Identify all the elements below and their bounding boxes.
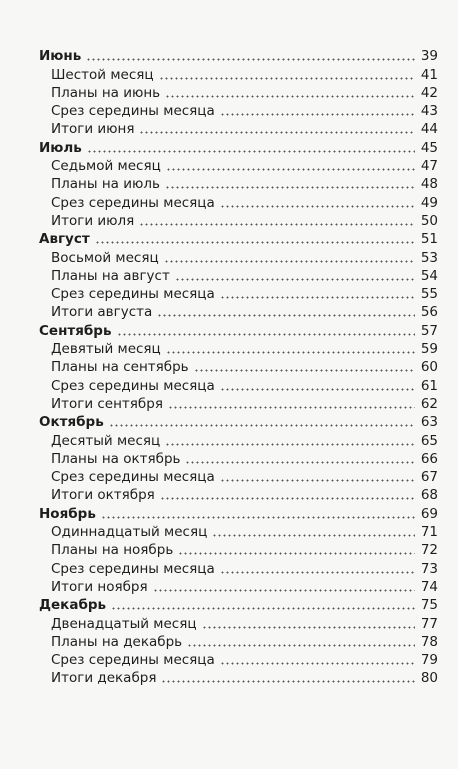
toc-subsection-row [39,376,438,394]
dot-leader [164,260,415,263]
dot-leader [87,150,415,153]
toc-subsection-row [39,614,438,632]
dot-leader [175,278,415,281]
dot-leader [159,77,415,80]
dot-leader [166,351,415,354]
toc-subsection-title: Планы на июнь [51,84,161,101]
toc-subsection-row [39,633,438,651]
page-number: 55 [420,286,438,303]
dot-leader [109,424,415,427]
dot-leader [161,680,415,683]
toc-subsection-title: Итоги ноября [51,578,148,595]
dot-leader [194,369,415,372]
page-number: 41 [420,66,438,83]
dot-leader [220,113,415,116]
dot-leader [95,241,415,244]
page-number: 45 [420,139,438,156]
dot-leader [168,406,415,409]
toc-subsection-row [39,651,438,669]
toc-subsection-title: Срез середины месяца [51,469,215,486]
page-number: 53 [420,249,438,266]
toc-subsection-title: Срез середины месяца [51,286,215,303]
toc-subsection-title: Планы на ноябрь [51,542,174,559]
page-number: 56 [420,304,438,321]
dot-leader [220,479,415,482]
dot-leader [185,461,415,464]
toc-section-row [39,230,438,248]
page-number: 78 [420,633,438,650]
page-number: 71 [420,524,438,541]
toc-subsection-row [39,468,438,486]
toc-subsection-title: Планы на декабрь [51,633,183,650]
page-number: 39 [420,48,438,65]
table-of-contents [39,47,438,687]
toc-subsection-title: Планы на июль [51,176,160,193]
page-number: 51 [420,231,438,248]
dot-leader [202,626,415,629]
page-number: 69 [420,505,438,522]
toc-subsection-row [39,358,438,376]
toc-subsection-row [39,303,438,321]
toc-section-title: Август [39,231,90,248]
toc-subsection-row [39,669,438,687]
toc-subsection-row [39,175,438,193]
page-number: 75 [420,597,438,614]
page-number: 44 [420,121,438,138]
page-number: 59 [420,341,438,358]
toc-section-row [39,504,438,522]
toc-subsection-row [39,340,438,358]
toc-subsection-title: Итоги октября [51,487,155,504]
page-number: 65 [420,432,438,449]
toc-section-row [39,138,438,156]
toc-subsection-row [39,285,438,303]
toc-subsection-title: Итоги декабря [51,670,157,687]
toc-subsection-title: Одиннадцатый месяц [51,524,208,541]
toc-subsection-title: Шестой месяц [51,66,154,83]
dot-leader [220,662,415,665]
dot-leader [220,296,415,299]
page-number: 63 [420,414,438,431]
dot-leader [160,497,415,500]
page-number: 60 [420,359,438,376]
toc-subsection-row [39,541,438,559]
page-number: 54 [420,267,438,284]
page-number: 48 [420,176,438,193]
toc-subsection-row [39,65,438,83]
toc-subsection-title: Итоги июня [51,121,135,138]
toc-section-row [39,321,438,339]
dot-leader [166,168,415,171]
dot-leader [220,205,415,208]
dot-leader [139,223,415,226]
dot-leader [220,571,415,574]
toc-subsection-title: Седьмой месяц [51,158,161,175]
toc-subsection-title: Срез середины месяца [51,652,215,669]
dot-leader [165,186,415,189]
dot-leader [86,58,415,61]
toc-subsection-row [39,395,438,413]
toc-subsection-title: Планы на сентябрь [51,359,189,376]
dot-leader [153,589,415,592]
toc-subsection-title: Двенадцатый месяц [51,615,197,632]
toc-subsection-row [39,431,438,449]
page-number: 73 [420,560,438,577]
toc-subsection-row [39,84,438,102]
toc-section-title: Июнь [39,48,82,65]
toc-subsection-row [39,102,438,120]
toc-subsection-title: Девятый месяц [51,341,161,358]
toc-subsection-row [39,193,438,211]
dot-leader [157,314,415,317]
toc-subsection-row [39,267,438,285]
toc-subsection-title: Срез середины месяца [51,560,215,577]
page-number: 80 [420,670,438,687]
toc-subsection-row [39,486,438,504]
dot-leader [101,516,415,519]
toc-section-title: Декабрь [39,597,107,614]
toc-section-title: Октябрь [39,414,104,431]
toc-subsection-title: Итоги сентября [51,395,163,412]
page-number: 57 [420,322,438,339]
page-number: 77 [420,615,438,632]
dot-leader [212,534,415,537]
toc-subsection-title: Итоги июля [51,212,135,229]
dot-leader [117,333,415,336]
toc-subsection-title: Планы на октябрь [51,450,181,467]
toc-subsection-row [39,578,438,596]
page-number: 43 [420,103,438,120]
toc-section-title: Июль [39,139,82,156]
toc-subsection-row [39,523,438,541]
page-number: 61 [420,377,438,394]
dot-leader [178,552,415,555]
page-number: 79 [420,652,438,669]
page-number: 72 [420,542,438,559]
toc-subsection-row [39,212,438,230]
toc-subsection-row [39,559,438,577]
toc-section-row [39,413,438,431]
page-number: 47 [420,158,438,175]
page-number: 49 [420,194,438,211]
toc-section-title: Ноябрь [39,505,96,522]
toc-section-row [39,596,438,614]
toc-subsection-title: Срез середины месяца [51,377,215,394]
page-number: 66 [420,450,438,467]
toc-section-row [39,47,438,65]
page-number: 68 [420,487,438,504]
page-number: 42 [420,84,438,101]
page-number: 50 [420,212,438,229]
toc-subsection-title: Десятый месяц [51,432,161,449]
page-number: 67 [420,469,438,486]
toc-subsection-title: Итоги августа [51,304,153,321]
toc-subsection-row [39,157,438,175]
toc-subsection-title: Восьмой месяц [51,249,159,266]
dot-leader [165,443,415,446]
toc-subsection-title: Срез середины месяца [51,103,215,120]
dot-leader [187,644,415,647]
dot-leader [220,388,415,391]
page-number: 74 [420,578,438,595]
toc-subsection-row [39,248,438,266]
toc-section-title: Сентябрь [39,322,112,339]
dot-leader [165,95,415,98]
dot-leader [111,607,415,610]
toc-subsection-row [39,120,438,138]
page-number: 62 [420,395,438,412]
toc-subsection-title: Срез середины месяца [51,194,215,211]
toc-subsection-row [39,450,438,468]
toc-subsection-title: Планы на август [51,267,170,284]
dot-leader [139,131,415,134]
